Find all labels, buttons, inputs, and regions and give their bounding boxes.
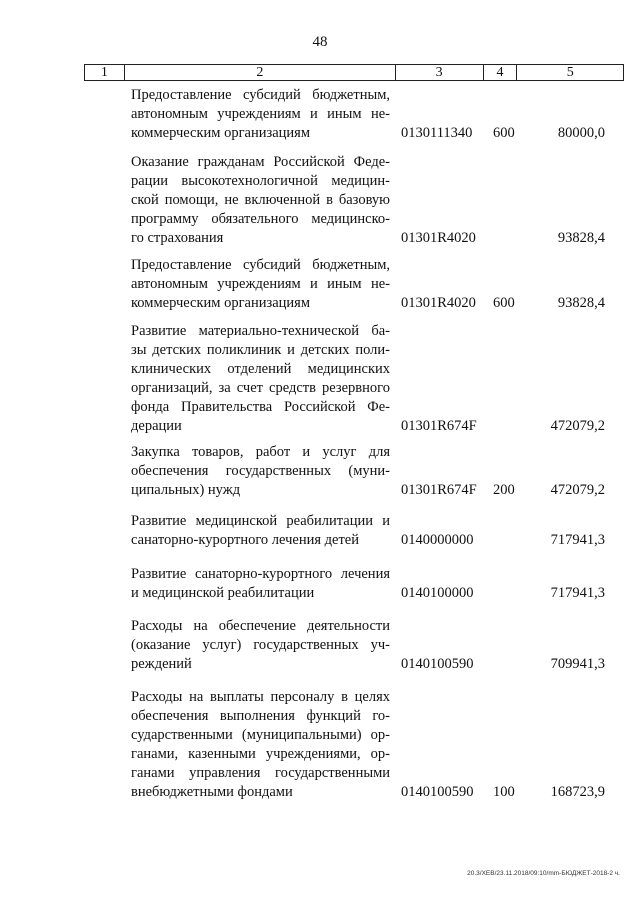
table-row — [0, 256, 640, 313]
amount: 472079,2 — [550, 418, 605, 434]
amount: 168723,9 — [550, 784, 605, 800]
description-line: Предоставление субсидий бюджетным, — [131, 87, 390, 103]
description-line: организаций, за счет средств резервного — [131, 380, 390, 396]
header-col-4: 4 — [484, 65, 518, 80]
amount: 717941,3 — [550, 585, 605, 601]
description-line: Закупка товаров, работ и услуг для — [131, 444, 390, 460]
description-line: ской помощи, не включенной в базовую — [131, 192, 390, 208]
amount: 93828,4 — [557, 230, 605, 246]
description-line: Развитие санаторно-курортного лечения — [131, 566, 390, 582]
expense-type: 600 — [493, 125, 515, 141]
target-code: 0140000000 — [401, 532, 474, 548]
page-number: 48 — [312, 34, 328, 50]
target-code: 01301R674F — [401, 418, 477, 434]
target-code: 0140100590 — [401, 656, 474, 672]
amount: 93828,4 — [557, 295, 605, 311]
table-row — [0, 617, 640, 674]
amount: 80000,0 — [557, 125, 605, 141]
description-line: Предоставление субсидий бюджетным, — [131, 257, 390, 273]
description-line: автономным учреждениям и иным не- — [131, 276, 390, 292]
table-row — [0, 443, 640, 500]
row-description — [131, 86, 390, 143]
description-line: ганами управления государственными — [131, 765, 390, 781]
row-description — [131, 565, 390, 603]
description-line: дерации — [131, 418, 182, 434]
expense-type: 200 — [493, 482, 515, 498]
header-col-5: 5 — [566, 65, 574, 80]
description-line: зы детских поликлиник и детских поли- — [131, 342, 390, 358]
table-row — [0, 86, 640, 143]
row-description — [131, 512, 390, 550]
description-line: обеспечения выполнения функций го- — [131, 708, 390, 724]
table-row — [0, 153, 640, 248]
description-line: клинических отделений медицинских — [131, 361, 390, 377]
target-code: 01301R4020 — [401, 230, 476, 246]
expense-type: 100 — [493, 784, 515, 800]
row-description — [131, 688, 390, 802]
description-line: реждений — [131, 656, 192, 672]
description-line: программу обязательного медицинско- — [131, 211, 390, 227]
description-line: и медицинской реабилитации — [131, 585, 315, 601]
description-line: коммерческим организациям — [131, 125, 311, 141]
description-line: (оказание услуг) государственных уч- — [131, 637, 390, 653]
header-col-2: 2 — [125, 65, 396, 80]
target-code: 01301R4020 — [401, 295, 476, 311]
row-description — [131, 443, 390, 500]
expense-type: 600 — [493, 295, 515, 311]
target-code: 01301R674F — [401, 482, 477, 498]
description-line: Расходы на выплаты персоналу в целях — [131, 689, 390, 705]
header-col-1: 1 — [85, 65, 125, 80]
description-line: го страхования — [131, 230, 224, 246]
table-row — [0, 565, 640, 603]
description-line: автономным учреждениям и иным не- — [131, 106, 390, 122]
description-line: обеспечения государственных (муни- — [131, 463, 390, 479]
description-line: Развитие материально-технической ба- — [131, 323, 390, 339]
table-row — [0, 512, 640, 550]
description-line: Развитие медицинской реабилитации и — [131, 513, 390, 529]
row-description — [131, 617, 390, 674]
row-description — [131, 153, 390, 248]
amount: 717941,3 — [550, 532, 605, 548]
amount: 472079,2 — [550, 482, 605, 498]
description-line: фонда Правительства Российской Фе- — [131, 399, 390, 415]
table-header — [84, 64, 624, 81]
description-line: сударственными (муниципальными) ор- — [131, 727, 390, 743]
header-col-3: 3 — [396, 65, 484, 80]
description-line: ганами, казенными учреждениями, ор- — [131, 746, 390, 762]
description-line: внебюджетными фондами — [131, 784, 293, 800]
target-code: 0130111340 — [401, 125, 473, 141]
row-description — [131, 256, 390, 313]
description-line: ципальных) нужд — [131, 482, 241, 498]
description-line: коммерческим организациям — [131, 295, 311, 311]
table-row — [0, 688, 640, 802]
target-code: 0140100590 — [401, 784, 474, 800]
row-description — [131, 322, 390, 436]
target-code: 0140100000 — [401, 585, 474, 601]
table-row — [0, 322, 640, 436]
description-line: Расходы на обеспечение деятельности — [131, 618, 390, 634]
description-line: санаторно-курортного лечения детей — [131, 532, 360, 548]
description-line: Оказание гражданам Российской Федe- — [131, 154, 390, 170]
description-line: рации высокотехнологичной медицин- — [131, 173, 390, 189]
document-footer: 20.3/ХЕВ/23.11.2018/09:10/mm-БЮДЖЕТ-2018-2 ч. — [467, 870, 620, 877]
amount: 709941,3 — [550, 656, 605, 672]
